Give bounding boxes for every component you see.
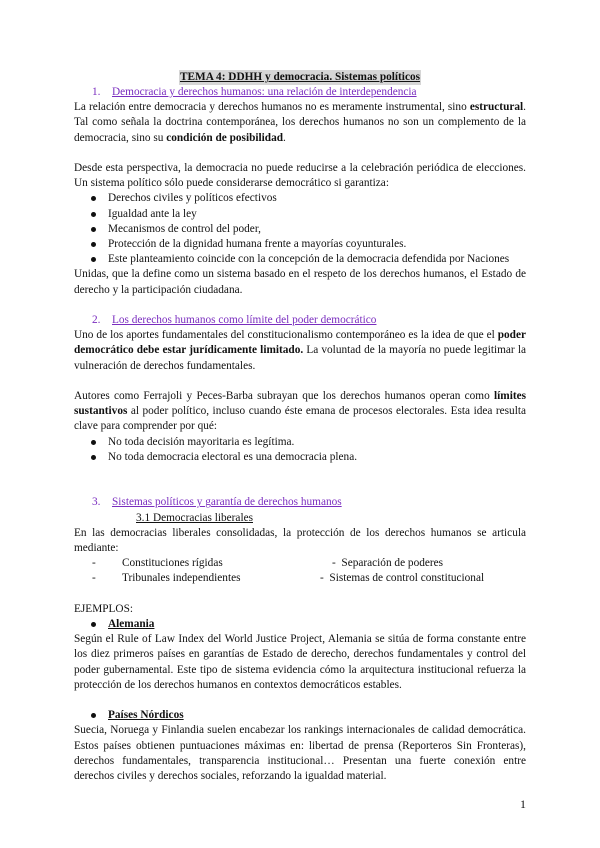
list-item: No toda democracia electoral es una democracia plena. <box>74 450 526 465</box>
document-page <box>74 70 526 784</box>
section-2-bullet-list <box>74 435 526 465</box>
example-alemania-text: Según el Rule of Law Index del World Justice Project, Alemania se sitúa de forma constante entre los diez primeros países en garantías de Estado de derecho, derechos fundamentales y control del poder gubernamental. Este tipo de sistema evidencia cómo la arquitectura institucional refuerza la protección de los derechos humanos en contextos democráticos estables. <box>74 633 526 691</box>
list-item: Mecanismos de control del poder, <box>74 222 526 237</box>
section-1-heading: 1. Democracia y derechos humanos: una relación de interdependencia <box>92 86 417 98</box>
page-number: 1 <box>520 797 526 811</box>
section-3-heading: 3. Sistemas políticos y garantía de derechos humanos <box>92 496 342 509</box>
list-item: No toda decisión mayoritaria es legítima. <box>74 435 526 450</box>
subsection-heading: 3.1 Democracias liberales <box>136 511 253 524</box>
section-2-paragraph-1: Uno de los aportes fundamentales del constitucionalismo contemporáneo es la idea de que el poder democrático debe estar jurídicamente limitado. La voluntad de la mayoría no puede legitimar la vulneración de derechos fundamentales. <box>74 329 526 372</box>
list-item: Protección de la dignidad humana frente a mayorías coyunturales. <box>74 237 526 252</box>
example-heading-nordicos: Países Nórdicos <box>74 708 526 723</box>
section-3-paragraph-1: En las democracias liberales consolidadas, la protección de los derechos humanos se articula mediante: <box>74 526 526 555</box>
section-2-heading: 2. Los derechos humanos como límite del poder democrático <box>92 314 377 327</box>
examples-label: EJEMPLOS: <box>74 602 134 615</box>
section-1-paragraph-3: Unidas, que la define como un sistema basado en el respeto de los derechos humanos, el Estado de derecho y la participación ciudadana. <box>74 268 526 296</box>
section-2-paragraph-2: Autores como Ferrajoli y Peces-Barba subrayan que los derechos humanos operan como límites sustantivos al poder político, incluso cuando éste emana de procesos electorales. Esta idea resulta clave para comprender por qué: <box>74 390 526 433</box>
list-item: Derechos civiles y políticos efectivos <box>74 191 526 206</box>
list-item: Este planteamiento coincide con la concepción de la democracia defendida por Naciones <box>74 252 526 267</box>
document-title: TEMA 4: DDHH y democracia. Sistemas políticos <box>179 70 421 85</box>
section-1-paragraph-2: Desde esta perspectiva, la democracia no puede reducirse a la celebración periódica de elecciones. Un sistema político sólo puede considerarse democrático si garantiza: <box>74 162 526 190</box>
list-item: Igualdad ante la ley <box>74 207 526 222</box>
section-1-bullet-list <box>74 191 526 267</box>
example-heading-alemania: Alemania <box>74 617 526 632</box>
dash-list-row: - Tribunales independientes - Sistemas de control constitucional <box>92 572 485 585</box>
section-1-paragraph-1: La relación entre democracia y derechos humanos no es meramente instrumental, sino estructural. Tal como señala la doctrina contemporánea, los derechos humanos no son un complemento de la democracia, sino su condición de posibilidad. <box>74 101 526 144</box>
example-nordicos-text: Suecia, Noruega y Finlandia suelen encabezar los rankings internacionales de calidad democrática. Estos países obtienen puntuaciones máximas en: libertad de prensa (Reporteros Sin Fronteras), derechos fundamentales, transparencia institucional… Presentan una fuerte conexión entre derechos civiles y derechos sociales, reforzando la igualdad material. <box>74 724 526 783</box>
dash-list-row: - Constituciones rígidas - Separación de poderes <box>92 557 444 570</box>
